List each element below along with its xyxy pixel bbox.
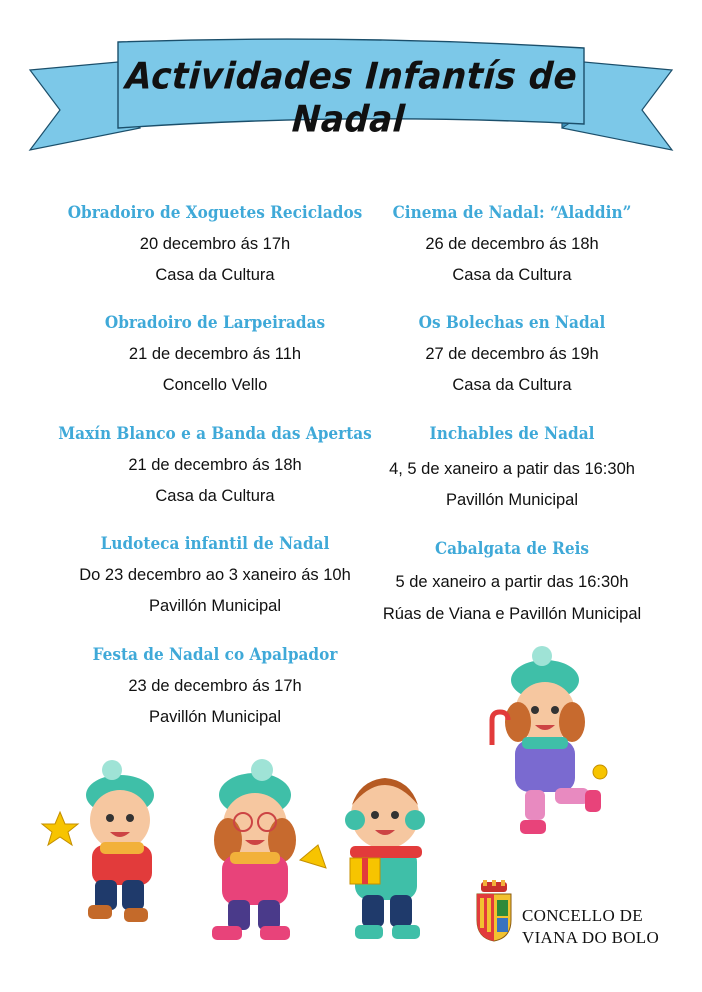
event-title: Inchables de Nadal <box>429 424 595 444</box>
event-place: Casa da Cultura <box>452 376 572 394</box>
event-title: Cabalgata de Reis <box>434 539 590 559</box>
event-title: Cinema de Nadal: “Aladdin” <box>392 203 632 223</box>
logo-line-2: VIANA DO BOLO <box>522 928 660 947</box>
event-date: 21 de decembro ás 18h <box>128 456 302 474</box>
event-date: 4, 5 de xaneiro a patir das 16:30h <box>389 460 635 478</box>
event-title: Ludoteca infantil de Nadal <box>100 534 330 554</box>
event-title: Festa de Nadal co Apalpador <box>92 645 338 665</box>
page-title: Actividades Infantís de Nadal <box>124 54 579 142</box>
event-place: Casa da Cultura <box>452 266 572 284</box>
event-title: Obradoiro de Larpeiradas <box>104 313 326 333</box>
event-date: 5 de xaneiro a partir das 16:30h <box>395 573 629 591</box>
event-date: 27 de decembro ás 19h <box>425 345 599 363</box>
kid-with-present <box>345 778 425 939</box>
event-place: Casa da Cultura <box>155 266 275 284</box>
event-place: Pavillón Municipal <box>148 708 282 726</box>
event-date: 20 decembro ás 17h <box>139 235 291 253</box>
event-place: Casa da Cultura <box>155 487 275 505</box>
event-title: Obradoiro de Xoguetes Reciclados <box>67 203 363 223</box>
event-date: 23 de decembro ás 17h <box>128 677 302 695</box>
event-date: 21 de decembro ás 11h <box>128 345 302 363</box>
municipality-logo-text <box>522 905 659 949</box>
kid-with-glasses <box>212 759 326 940</box>
event-place: Concello Vello <box>162 376 268 394</box>
kid-with-star <box>42 760 154 922</box>
event-item <box>325 423 699 511</box>
event-title: Maxín Blanco e a Banda das Apertas <box>58 424 372 444</box>
event-place: Rúas de Viana e Pavillón Municipal <box>382 605 642 623</box>
coat-of-arms-icon <box>473 880 515 942</box>
event-place: Pavillón Municipal <box>445 491 579 509</box>
kid-with-candy-cane <box>492 646 607 834</box>
event-date: Do 23 decembro ao 3 xaneiro ás 10h <box>79 566 351 584</box>
event-item <box>325 538 699 625</box>
event-date: 26 de decembro ás 18h <box>425 235 599 253</box>
event-item <box>325 202 699 286</box>
event-item <box>325 312 699 396</box>
logo-line-1: CONCELLO DE <box>522 906 643 925</box>
event-place: Pavillón Municipal <box>148 597 282 615</box>
event-title: Os Bolechas en Nadal <box>418 313 606 333</box>
